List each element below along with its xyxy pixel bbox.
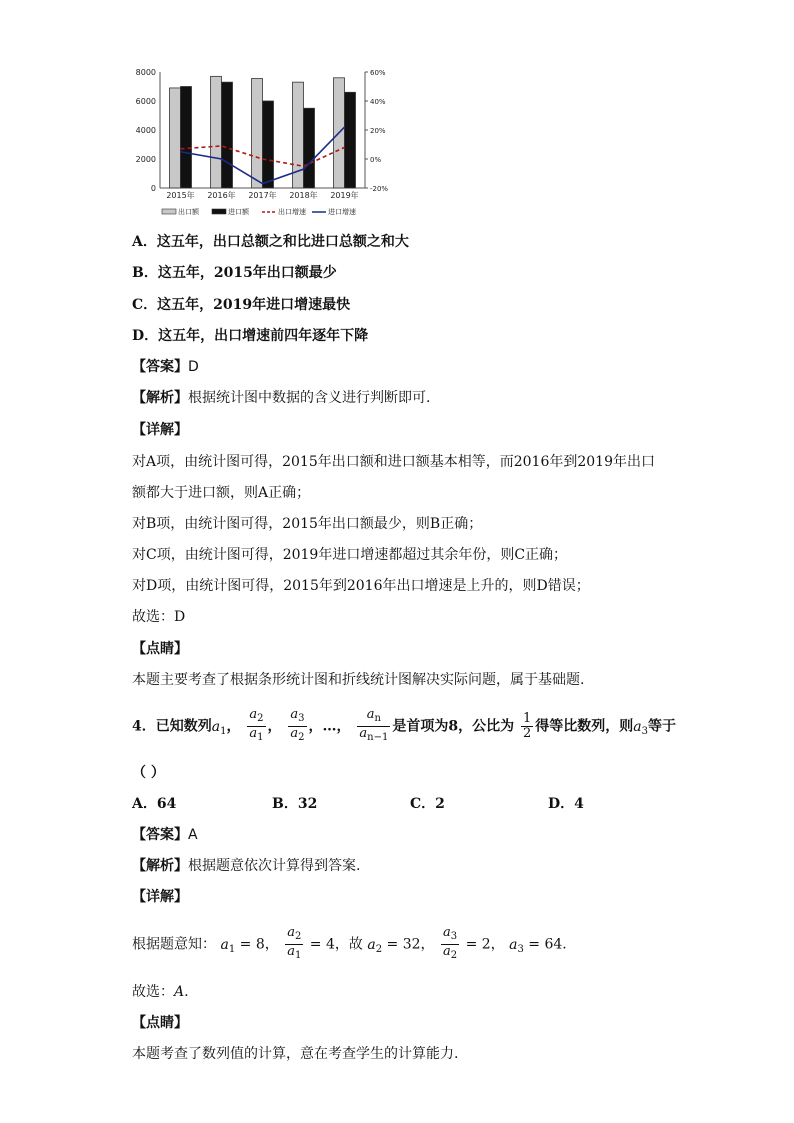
option-a: A．这五年，出口总额之和比进口总额之和大 <box>132 234 409 250</box>
q4-choice-b: B．32 <box>272 796 318 812</box>
x-tick-label: 2018年 <box>289 191 318 200</box>
right-tick-label: 40% <box>370 98 386 106</box>
x-tick-label: 2015年 <box>166 191 195 200</box>
q4-choice-a: A．64 <box>132 796 177 812</box>
option-d: D．这五年，出口增速前四年逐年下降 <box>132 328 369 344</box>
q3-answer: 【答案】D <box>132 359 199 375</box>
bar-import <box>181 87 192 189</box>
left-tick-label: 8000 <box>135 68 156 77</box>
q4-paren: （ ） <box>132 765 165 781</box>
q4-answer: 【答案】A <box>132 827 198 843</box>
legend-label: 进口增速 <box>328 208 356 216</box>
legend-label: 进口额 <box>228 208 249 216</box>
q3-detail-line: 对B项，由统计图可得，2015年出口额最少，则B正确； <box>132 516 483 532</box>
q4-detail-formula: 根据题意知： $a_1 = 8$， $\frac{a_2}{a_1}$ = 4，故 $a_2 = 32$， $\frac{a_3}{a_2}$ = 2， $a_3 = 64$. <box>132 925 567 961</box>
q3-comment: 本题主要考查了根据条形统计图和折线统计图解决实际问题，属于基础题. <box>132 672 585 688</box>
right-tick-label: 60% <box>370 69 386 77</box>
q3-detail-line: 对D项，由统计图可得，2015年到2016年出口增速是上升的，则D错误； <box>132 578 590 594</box>
q4-comment: 本题考查了数列值的计算，意在考查学生的计算能力. <box>132 1046 459 1062</box>
bar-export <box>211 76 222 188</box>
q4-stem: 4．已知数列$a_1$， $\frac{a_2}{a_1}$ ， $\frac{a_3}{a_2}$ ，…， $\frac{a_n}{a_{n-1}}$ 是首项为8，公比为 $\frac{1}{2}$ 得等比数列，则$a_3$等于 <box>132 707 676 743</box>
option-c: C．这五年，2019年进口增速最快 <box>132 297 351 313</box>
q3-detail-line: 故选：D <box>132 609 186 625</box>
q4-choose: 故选：A. <box>132 984 189 1000</box>
option-b: B．这五年，2015年出口额最少 <box>132 265 337 281</box>
q4-choice-d: D．4 <box>548 796 584 812</box>
q3-detail-line: 对C项，由统计图可得，2019年进口增速都超过其余年份，则C正确； <box>132 547 568 563</box>
q4-choice-c: C．2 <box>410 796 445 812</box>
right-tick-label: 20% <box>370 127 386 135</box>
left-tick-label: 0 <box>150 184 156 193</box>
x-tick-label: 2016年 <box>207 191 236 200</box>
legend-label: 出口额 <box>178 208 199 216</box>
legend-swatch <box>212 209 226 214</box>
bar-import <box>263 101 274 188</box>
bar-export <box>170 88 181 188</box>
q3-comment-tag: 【点睛】 <box>132 641 188 657</box>
bar-export <box>252 79 263 188</box>
bar-import <box>345 92 356 188</box>
q3-detail-line: 额都大于进口额，则A正确； <box>132 485 311 501</box>
left-tick-label: 2000 <box>135 155 156 164</box>
legend-label: 出口增速 <box>278 208 306 216</box>
bar-import <box>304 108 315 188</box>
x-tick-label: 2019年 <box>330 191 359 200</box>
q4-analysis: 【解析】根据题意依次计算得到答案. <box>132 858 361 874</box>
right-tick-label: 0% <box>370 156 382 164</box>
q4-detail-tag: 【详解】 <box>132 889 188 905</box>
q4-comment-tag: 【点睛】 <box>132 1015 188 1031</box>
left-tick-label: 6000 <box>135 97 156 106</box>
trade-chart <box>120 62 390 224</box>
q3-detail-line: 对A项，由统计图可得，2015年出口额和进口额基本相等，而2016年到2019年出口 <box>132 454 655 470</box>
q3-detail-tag: 【详解】 <box>132 422 188 438</box>
q3-analysis: 【解析】根据统计图中数据的含义进行判断即可. <box>132 390 431 406</box>
bar-import <box>222 82 233 188</box>
x-tick-label: 2017年 <box>248 191 277 200</box>
legend-swatch <box>162 209 176 214</box>
right-tick-label: -20% <box>370 185 389 193</box>
left-tick-label: 4000 <box>135 126 156 135</box>
